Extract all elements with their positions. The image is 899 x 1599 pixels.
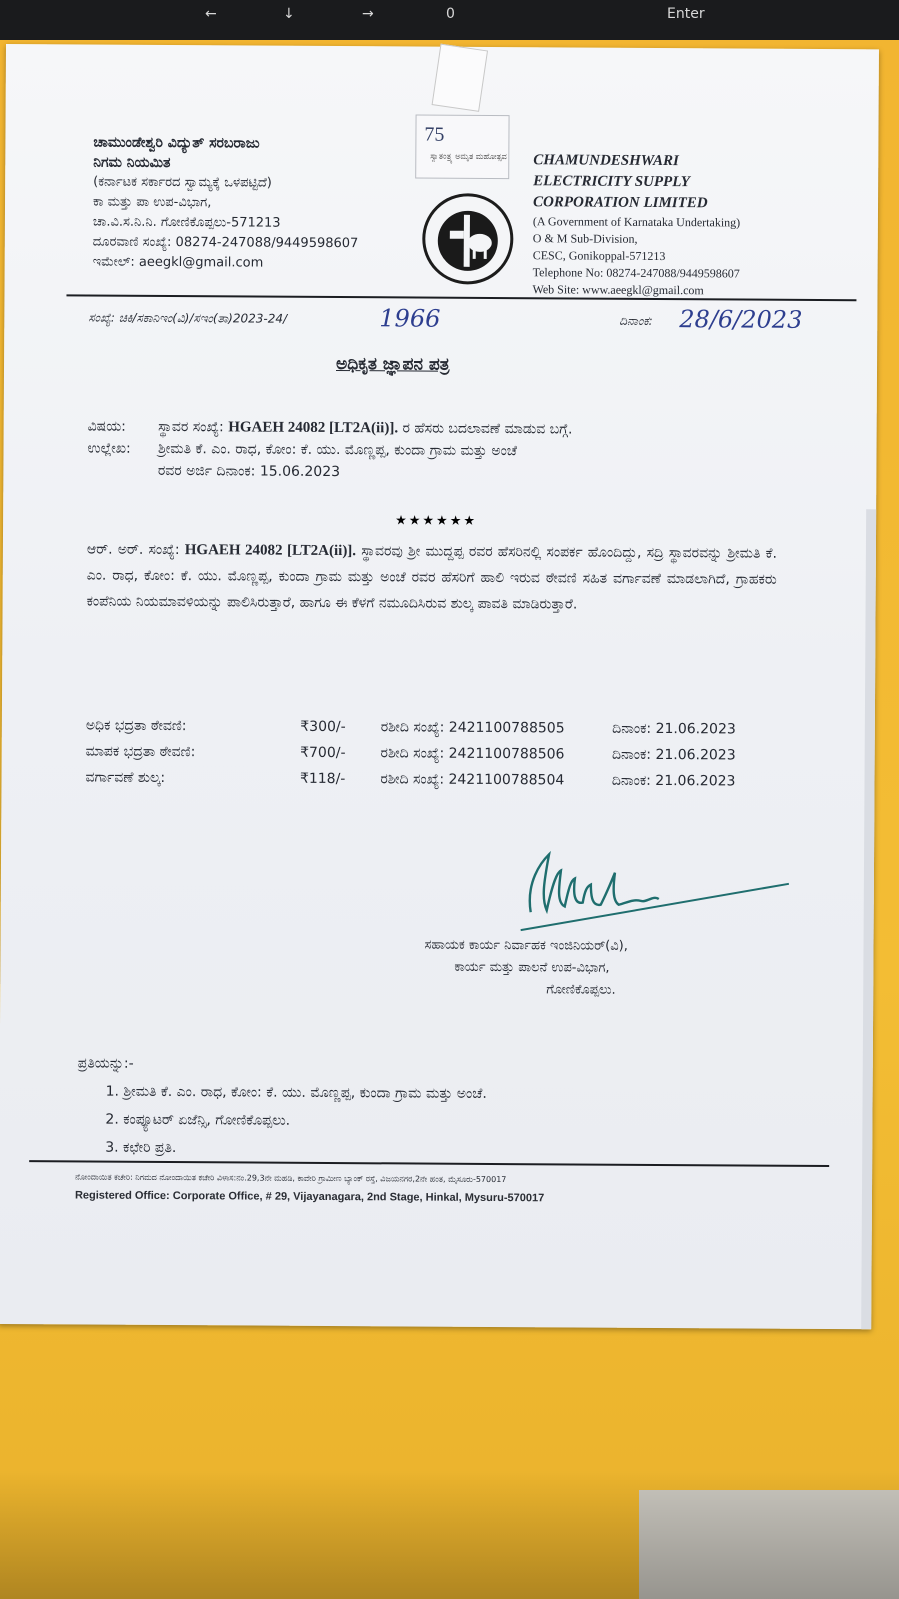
reference-line-2: ರವರ ಅರ್ಜಿ ದಿನಾಂಕ: 15.06.2023: [157, 462, 341, 481]
reference-number-handwritten: 1966: [379, 304, 441, 333]
separator-stars: ★★★★★★: [395, 513, 478, 529]
email-kn: ಇಮೇಲ್: aeegkl@gmail.com: [92, 254, 264, 271]
gov-line-en: (A Government of Karnataka Undertaking): [532, 214, 741, 230]
zero-key: 0: [446, 6, 455, 22]
cesc-seal-icon: [420, 191, 517, 288]
website-en: Web Site: www.aeegkl@gmail.com: [532, 282, 704, 298]
phone-kn: ದೂರವಾಣಿ ಸಂಖ್ಯೆ: 08274-247088/9449598607: [92, 234, 359, 252]
org-name-kn-2: ನಿಗಮ ನಿಯಮಿತ: [93, 154, 171, 172]
fee-date: ದಿನಾಂಕ: 21.06.2023: [612, 720, 736, 738]
fee-receipt: ರಶೀದಿ ಸಂಖ್ಯೆ: 2421100788504: [380, 771, 565, 789]
fee-date: ದಿನಾಂಕ: 21.06.2023: [611, 772, 736, 790]
fee-amount: ₹300/-: [300, 718, 346, 736]
fee-date: ದಿನಾಂಕ: 21.06.2023: [611, 746, 736, 764]
sub-division-en: O & M Sub-Division,: [532, 231, 638, 246]
body-prefix: ಆರ್. ಅರ್. ಸಂಖ್ಯೆ:: [86, 541, 180, 559]
gov-line-kn: (ಕರ್ನಾಟಕ ಸರ್ಕಾರದ ಸ್ವಾಮ್ಯಕ್ಕೆ ಒಳಪಟ್ಟಿದೆ): [93, 174, 272, 191]
fee-amount: ₹700/-: [300, 744, 346, 762]
letter-paper: [0, 44, 879, 1329]
fees-table: [85, 713, 735, 795]
document-title: ಅಧಿಕೃತ ಜ್ಞಾಪನ ಪತ್ರ: [335, 354, 450, 375]
fee-amount: ₹118/-: [299, 770, 346, 788]
signature-icon: [521, 842, 792, 934]
copy-item: 2. ಕಂಪ್ಯೂಟರ್ ಏಜೆನ್ಸಿ, ಗೋಣಿಕೊಪ್ಪಲು.: [105, 1111, 291, 1129]
body-text: ಸ್ಥಾವರವು ಶ್ರೀ ಮುದ್ದಪ್ಪ ರವರ ಹೆಸರಿನಲ್ಲಿ ಸಂಪರ್ಕ ಹೊಂದಿದ್ದು, ಸದ್ರಿ ಸ್ಥಾವರವನ್ನು ಶ್ರೀಮತಿ ಕೆ. ಎಂ. ರಾಧ, ಕೋಂ: ಕೆ. ಯು. ಮೊಣ್ಣಪ್ಪ, ಕುಂದಾ ಗ್ರಾಮ ಮತ್ತು ಅಂಚೆ ರವರ ಹೆಸರಿಗೆ ಹಾಲಿ ಇರುವ ಠೇವಣಿ ಸಹಿತ ವರ್ಗಾವಣೆ ಮಾಡಲಾಗಿದೆ, ಗ್ರಾಹಕರು ಕಂಪೆನಿಯ ನಿಯಮಾವಳಿಯನ್ನು ಪಾಲಿಸಿರುತ್ತಾರೆ, ಹಾಗೂ ಈ ಕೆಳಗೆ ನಮೂದಿಸಿರುವ ಶುಲ್ಕ ಪಾವತಿ ಮಾಡಿರುತ್ತಾರೆ.: [86, 543, 777, 613]
copy-item: 1. ಶ್ರೀಮತಿ ಕೆ. ಎಂ. ರಾಧ, ಕೋಂ: ಕೆ. ಯು. ಮೊಣ್ಣಪ್ಪ, ಕುಂದಾ ಗ್ರಾಮ ಮತ್ತು ಅಂಚೆ.: [105, 1083, 487, 1102]
signatory-location: ಗೋಣಿಕೊಪ್ಪಲು.: [546, 982, 616, 998]
footer-english: Registered Office: Corporate Office, # 29, Vijayanagara, 2nd Stage, Hinkal, Mysuru-570017: [74, 1189, 545, 1205]
logo-75-text: 75: [424, 123, 445, 146]
signatory-title: ಸಹಾಯಕ ಕಾರ್ಯ ನಿರ್ವಾಹಕ ಇಂಜಿನಿಯರ್(ವಿ),: [424, 937, 628, 954]
fee-row: [86, 713, 736, 743]
copies-heading: ಪ್ರತಿಯನ್ನು:-: [77, 1055, 134, 1072]
fee-receipt: ರಶೀದಿ ಸಂಖ್ಯೆ: 2421100788506: [380, 745, 565, 763]
location-kn: ಚಾ.ವಿ.ಸ.ನಿ.ನಿ. ಗೋಣಿಕೊಪ್ಪಲು-571213: [92, 214, 281, 231]
fee-row: [85, 764, 735, 794]
header-english: [532, 150, 863, 300]
header-kannada: [93, 133, 414, 275]
logo-75-subtext: ಸ್ವಾತಂತ್ರ್ಯ ಅಮೃತ ಮಹೋತ್ಸವ: [430, 151, 507, 162]
amrit-mahotsav-logo: [415, 115, 509, 180]
date-handwritten: 28/6/2023: [679, 305, 803, 334]
subject-suffix: ರ ಹೆಸರು ಬದಲಾವಣೆ ಮಾಡುವ ಬಗ್ಗೆ.: [402, 420, 573, 438]
org-name-kn-1: ಚಾಮುಂಡೇಶ್ವರಿ ವಿದ್ಯುತ್ ಸರಬರಾಜು: [93, 134, 260, 152]
subject-label: ವಿಷಯ:: [87, 418, 126, 435]
copies-section: [77, 1049, 487, 1163]
copy-item: 3. ಕಛೇರಿ ಪ್ರತಿ.: [105, 1139, 177, 1157]
reference-line-1: ಶ್ರೀಮತಿ ಕೆ. ಎಂ. ರಾಧ, ಕೋಂ: ಕೆ. ಯು. ಮೊಣ್ಣಪ್ಪ, ಕುಂದಾ ಗ್ರಾಮ ಮತ್ತು ಅಂಚೆ: [157, 440, 517, 460]
enter-key: Enter: [667, 6, 705, 22]
date-label: ದಿನಾಂಕ:: [619, 313, 653, 328]
org-name-en-2: ELECTRICITY SUPPLY: [533, 173, 691, 191]
subject-prefix: ಸ್ಥಾವರ ಸಂಖ್ಯೆ:: [158, 418, 224, 436]
reference-label: ಉಲ್ಲೇಖ:: [87, 440, 131, 457]
signatory-division: ಕಾರ್ಯ ಮತ್ತು ಪಾಲನೆ ಉಪ-ವಿಭಾಗ,: [454, 959, 610, 976]
paper-tab: [432, 44, 488, 112]
folder-shadow: [0, 1470, 899, 1599]
body-paragraph: [87, 537, 777, 619]
left-arrow-key: ←: [205, 6, 217, 22]
phone-en: Telephone No: 08274-247088/9449598607: [532, 265, 740, 281]
signatory-block: [424, 935, 628, 1002]
fee-label: ಮಾಪಕ ಭದ್ರತಾ ಠೇವಣಿ:: [85, 743, 196, 761]
subject-code: HGAEH 24082 [LT2A(ii)].: [228, 419, 399, 437]
org-name-en-1: CHAMUNDESHWARI: [533, 152, 679, 170]
right-arrow-key: →: [362, 6, 374, 22]
down-arrow-key: ↓: [283, 6, 295, 22]
sub-division-kn: ಕಾ ಮತ್ತು ಪಾ ಉಪ-ವಿಭಾಗ,: [92, 194, 212, 211]
fee-row: [86, 739, 736, 769]
fee-receipt: ರಶೀದಿ ಸಂಖ್ಯೆ: 2421100788505: [380, 719, 565, 737]
fee-label: ವರ್ಗಾವಣೆ ಶುಲ್ಕ:: [85, 769, 166, 786]
org-name-en-3: CORPORATION LIMITED: [532, 194, 708, 212]
footer-kannada: ನೋಂದಾಯಿತ ಕಚೇರಿ: ನಿಗಮದ ನೋಂದಾಯಿತ ಕಚೇರಿ ವಿಳಾಸ:ನಂ.29,3ನೇ ಮಹಡಿ, ಕಾವೇರಿ ಗ್ರಾಮೀಣ ಬ್ಯಾಂಕ್ ರಸ್ತೆ, ವಿಜಯನಗರ,2ನೇ ಹಂತ, ಮೈಸೂರು-570017: [75, 1172, 507, 1185]
fee-label: ಅಧಿಕ ಭದ್ರತಾ ಠೇವಣಿ:: [85, 717, 187, 735]
body-code: HGAEH 24082 [LT2A(ii)].: [184, 542, 357, 560]
subject-block: [87, 416, 572, 485]
location-en: CESC, Gonikoppal-571213: [532, 248, 666, 264]
reference-number-label: ಸಂಖ್ಯೆ: ಚಿಕಿ/ಸಕಾನಿಇಂ(ವಿ)/ಸಇಂ(ತಾ)2023-24/: [88, 310, 288, 326]
